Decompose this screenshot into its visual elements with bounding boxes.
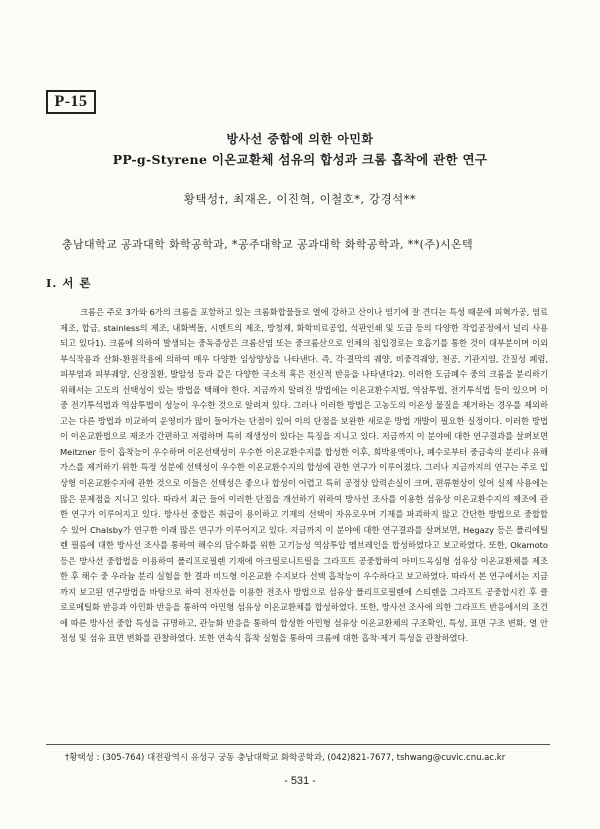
body-paragraph: 크롬은 주로 3가와 6가의 크롬을 포함하고 있는 크롬화합물들로 열에 강하고 산이나 염기에 잘 견디는 특성 때문에 피혁가공, 염료제조, 합금, stainless의 제조, 내화벽돌, 시멘트의 제조, 방청제, 화학비료공업, 석판인쇄 및 도금 등의 다양한 작업공정에서 널리 사용되고 있다1). 크롬에 의하여 발생되는 중독증상은 크롬산염 또는 중크롬산으로 인체의 침입경로는 호흡기를 통한 것이 대부분이며 이외 부식작용과 산화-환원작용에 의하여 매우 다양한 임상양상을 나타낸다. 즉, 각·결막의 궤양, 비중격궤양, 천공, 기관지염, 간질성 폐렴, 피부염과 피부궤양, 신장질환, 발암성 등과 같은 다양한 국소적 혹은 전신적 반응을 나타낸다2). 이러한 도금폐수 중의 크롬을 분리하기 위해서는 고도의 선택성이 있는 방법을 택해야 한다. 지금까지 알려진 방법에는 이온교환수지법, 역삼투법, 전기투석법 등이 있으며 이중 전기투석법과 역삼투법이 성능이 우수한 것으로 알려져 있다. 그러나 이러한 방법은 고농도의 이온성 물질을 제거하는 경우를 제외하고는 다른 방법과 비교하여 운영비가 많이 들어가는 단점이 있어 이의 단점을 보완한 새로운 방법 개발이 필요한 실정이다. 이러한 방법이 이온교환법으로 제조가 간편하고 저렴하며 특히 재생성이 있다는 특징을 지니고 있다. 지금까지 이 분야에 대한 연구결과를 살펴보면 Meitzner 등이 흡착능이 우수하며 이온선택성이 우수한 이온교환수지를 합성한 이후, 희박용액이나, 폐수로부터 중금속의 분리나 유해가스를 제거하기 위한 특정 성분에 선택성이 우수한 이온교환수지의 합성에 관한 연구가 이루어졌다. 그러나 지금까지의 연구는 주로 입상형 이온교환수지에 관한 것으로 이들은 선택성은 좋으나 합성이 어렵고 특히 공정상 압력손실이 크며, 편류현상이 있어 실제 사용에는 많은 문제점을 지니고 있다. 따라서 최근 들어 이러한 단점을 개선하기 위하여 방사선 조사를 이용한 섬유상 이온교환수지의 제조에 관한 연구가 이루어지고 있다. 방사선 중합은 취급이 용이하고 기재의 선택이 자유로우며 기재를 파괴하지 않고 간단한 방법으로 중합할 수 있어 Chalsby가 연구한 이래 많은 연구가 이루어지고 있다. 지금까지 이 분야에 대한 연구결과를 살펴보면, Hegazy 등은 폴리에틸렌 필름에 대한 방사선 조사를 통하여 해수의 담수화를 위한 고기능성 역삼투압 멤브레인을 합성하였다고 보고하였다. 또한, Okamoto 등은 방사선 중합법을 이용하여 폴리프로필렌 기재에 아크릴로니트릴을 그라프트 공중합하여 아미드옥심형 섬유상 이온교환체를 제조한 후 해수 중 우라늄 분리 실험을 한 결과 비드형 이온교환 수지보다 선택 흡착능이 우수하다고 보고하였다. 따라서 본 연구에서는 지금까지 보고된 연구방법을 바탕으로 하여 전자선을 이용한 전조사 방법으로 섬유상 폴리프로필렌에 스티렌을 그라프트 공중합시킨 후 클로로메틸화 반응과 아민화 반응을 통하여 아민형 섬유상 이온교환체를 합성하였다. 또한, 방사선 조사에 의한 그라프트 반응에서의 조건에 따른 방사선 중합 특성을 규명하고, 관능화 반응을 통하여 합성한 아민형 섬유상 이온교환체의 구조확인, 특성, 표면 구조 변화, 열 안정성 및 섬유 표면 변화를 관찰하였다. 또한 연속식 흡착 실험을 통하여 크롬에 대한 흡착·제거 특성을 관찰하였다. <box>60 307 548 644</box>
title-line-1: 방사선 중합에 의한 아민화 <box>226 132 374 146</box>
author-list: 황택성†, 최재온, 이진혁, 이철호*, 강경석** <box>183 192 417 206</box>
poster-id-box: P-15 <box>46 90 96 114</box>
footnote-divider <box>46 744 550 745</box>
body-text <box>60 305 548 647</box>
page-number: - 531 - <box>284 775 316 787</box>
affiliation: 충남대학교 공과대학 화학공학과, *공주대학교 공과대학 화학공학과, **(주)시온텍 <box>62 238 474 251</box>
footnote: †황택성 : (305-764) 대전광역시 유성구 궁동 충남대학교 화학공학과, (042)821-7677, tshwang@cuvic.cnu.ac.kr <box>65 753 506 763</box>
section-heading: I. 서 론 <box>46 276 92 290</box>
title-line-2: PP-g-Styrene 이온교환체 섬유의 합성과 크롬 흡착에 관한 연구 <box>112 152 488 167</box>
